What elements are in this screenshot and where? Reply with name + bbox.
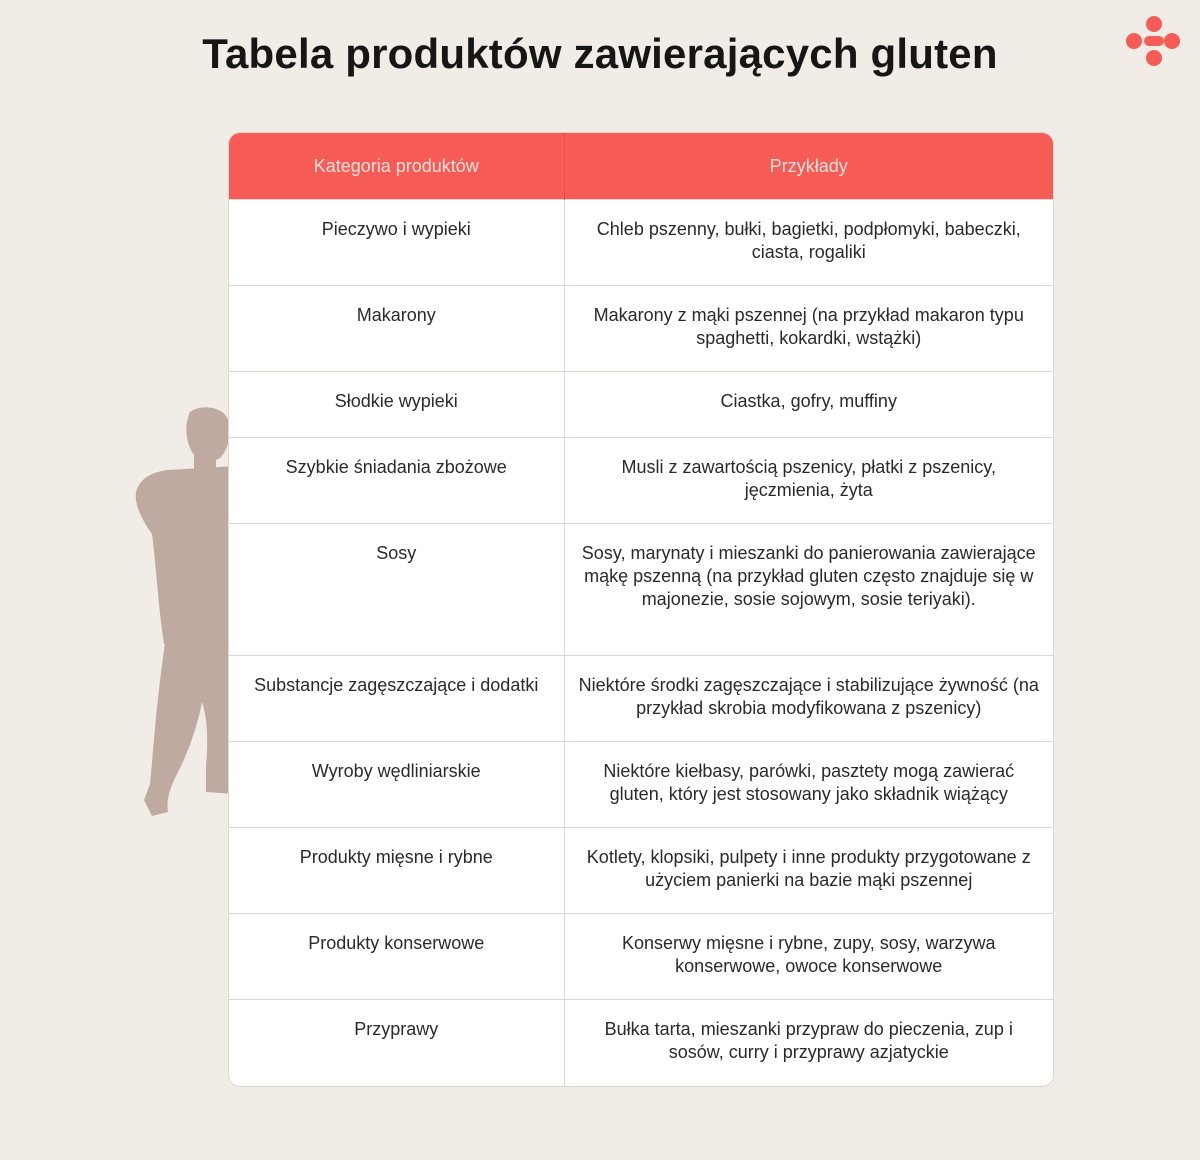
category-cell: Słodkie wypieki [229, 372, 564, 438]
table-row [229, 1000, 1053, 1086]
table-header-row [229, 133, 1053, 200]
category-cell: Sosy [229, 524, 564, 656]
gluten-products-table [228, 132, 1054, 1087]
table-row [229, 656, 1053, 742]
examples-cell: Makarony z mąki pszennej (na przykład makaron typu spaghetti, kokardki, wstążki) [564, 286, 1053, 372]
table-row [229, 914, 1053, 1000]
examples-cell: Musli z zawartością pszenicy, płatki z pszenicy, jęczmienia, żyta [564, 438, 1053, 524]
header-category: Kategoria produktów [229, 133, 564, 200]
table-row [229, 828, 1053, 914]
table-row [229, 200, 1053, 286]
category-cell: Pieczywo i wypieki [229, 200, 564, 286]
examples-cell: Ciastka, gofry, muffiny [564, 372, 1053, 438]
examples-cell: Niektóre środki zagęszczające i stabilizujące żywność (na przykład skrobia modyfikowana z pszenicy) [564, 656, 1053, 742]
category-cell: Makarony [229, 286, 564, 372]
category-cell: Wyroby wędliniarskie [229, 742, 564, 828]
table-row [229, 372, 1053, 438]
table-row [229, 524, 1053, 656]
category-cell: Produkty mięsne i rybne [229, 828, 564, 914]
category-cell: Przyprawy [229, 1000, 564, 1086]
examples-cell: Sosy, marynaty i mieszanki do panierowania zawierające mąkę pszenną (na przykład gluten często znajduje się w majonezie, sosie sojowym, sosie teriyaki). [564, 524, 1053, 656]
header-examples: Przykłady [564, 133, 1053, 200]
examples-cell: Kotlety, klopsiki, pulpety i inne produkty przygotowane z użyciem panierki na bazie mąki pszennej [564, 828, 1053, 914]
table-row [229, 742, 1053, 828]
category-cell: Substancje zagęszczające i dodatki [229, 656, 564, 742]
examples-cell: Konserwy mięsne i rybne, zupy, sosy, warzywa konserwowe, owoce konserwowe [564, 914, 1053, 1000]
table [229, 133, 1053, 1086]
table-row [229, 286, 1053, 372]
page-title: Tabela produktów zawierających gluten [202, 30, 998, 77]
category-cell: Szybkie śniadania zbożowe [229, 438, 564, 524]
examples-cell: Niektóre kiełbasy, parówki, pasztety mogą zawierać gluten, który jest stosowany jako składnik wiążący [564, 742, 1053, 828]
examples-cell: Chleb pszenny, bułki, bagietki, podpłomyki, babeczki, ciasta, rogaliki [564, 200, 1053, 286]
brand-logo-icon [1120, 14, 1186, 70]
category-cell: Produkty konserwowe [229, 914, 564, 1000]
examples-cell: Bułka tarta, mieszanki przypraw do pieczenia, zup i sosów, curry i przyprawy azjatyckie [564, 1000, 1053, 1086]
table-row [229, 438, 1053, 524]
